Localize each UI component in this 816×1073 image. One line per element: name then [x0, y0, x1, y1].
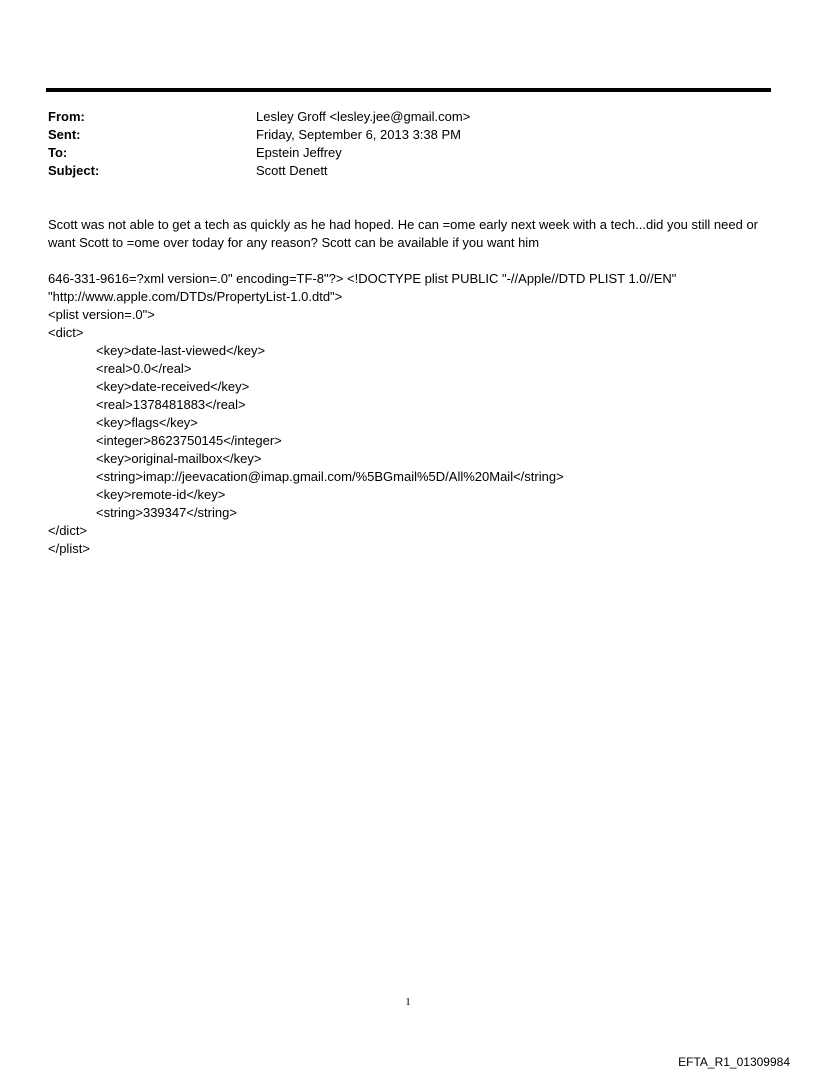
xml-line: <key>flags</key>	[96, 415, 198, 430]
header-row-to	[48, 144, 768, 162]
subject-label: Subject:	[48, 163, 100, 178]
header-row-sent	[48, 126, 768, 144]
xml-line: <string>imap://jeevacation@imap.gmail.com/%5BGmail%5D/All%20Mail</string>	[96, 469, 564, 484]
email-header	[48, 108, 768, 180]
xml-line: </plist>	[48, 541, 90, 556]
xml-line: <string>339347</string>	[96, 505, 237, 520]
header-divider	[46, 88, 771, 92]
xml-line: <real>1378481883</real>	[96, 397, 246, 412]
xml-line: <real>0.0</real>	[96, 361, 192, 376]
xml-line: <key>remote-id</key>	[96, 487, 226, 502]
page-number: 1	[405, 996, 411, 1008]
sent-value: Friday, September 6, 2013 3:38 PM	[256, 127, 461, 142]
xml-line: </dict>	[48, 523, 88, 538]
xml-line: <integer>8623750145</integer>	[96, 433, 282, 448]
xml-line: <key>original-mailbox</key>	[96, 451, 262, 466]
document-id: EFTA_R1_01309984	[678, 1055, 790, 1069]
xml-line: <dict>	[48, 325, 84, 340]
to-value: Epstein Jeffrey	[256, 145, 342, 160]
from-label: From:	[48, 109, 85, 124]
email-body: Scott was not able to get a tech as quickly as he had hoped. He can =ome early next week with a tech...did you still need or want Scott to =ome over today for any reason? Scott can be available if you want him	[48, 217, 758, 250]
xml-line: 646-331-9616=?xml version=.0" encoding=TF-8"?> <!DOCTYPE plist PUBLIC "-//Apple//DTD PLIST 1.0//EN"	[48, 271, 677, 286]
to-label: To:	[48, 145, 68, 160]
xml-line: <key>date-received</key>	[96, 379, 250, 394]
header-row-subject	[48, 162, 768, 180]
xml-line: <plist version=.0">	[48, 307, 155, 322]
plist-content	[48, 270, 778, 558]
subject-value: Scott Denett	[256, 163, 328, 178]
xml-line: "http://www.apple.com/DTDs/PropertyList-1.0.dtd">	[48, 289, 343, 304]
xml-line: <key>date-last-viewed</key>	[96, 343, 266, 358]
header-row-from	[48, 108, 768, 126]
from-value: Lesley Groff <lesley.jee@gmail.com>	[256, 109, 471, 124]
sent-label: Sent:	[48, 127, 81, 142]
